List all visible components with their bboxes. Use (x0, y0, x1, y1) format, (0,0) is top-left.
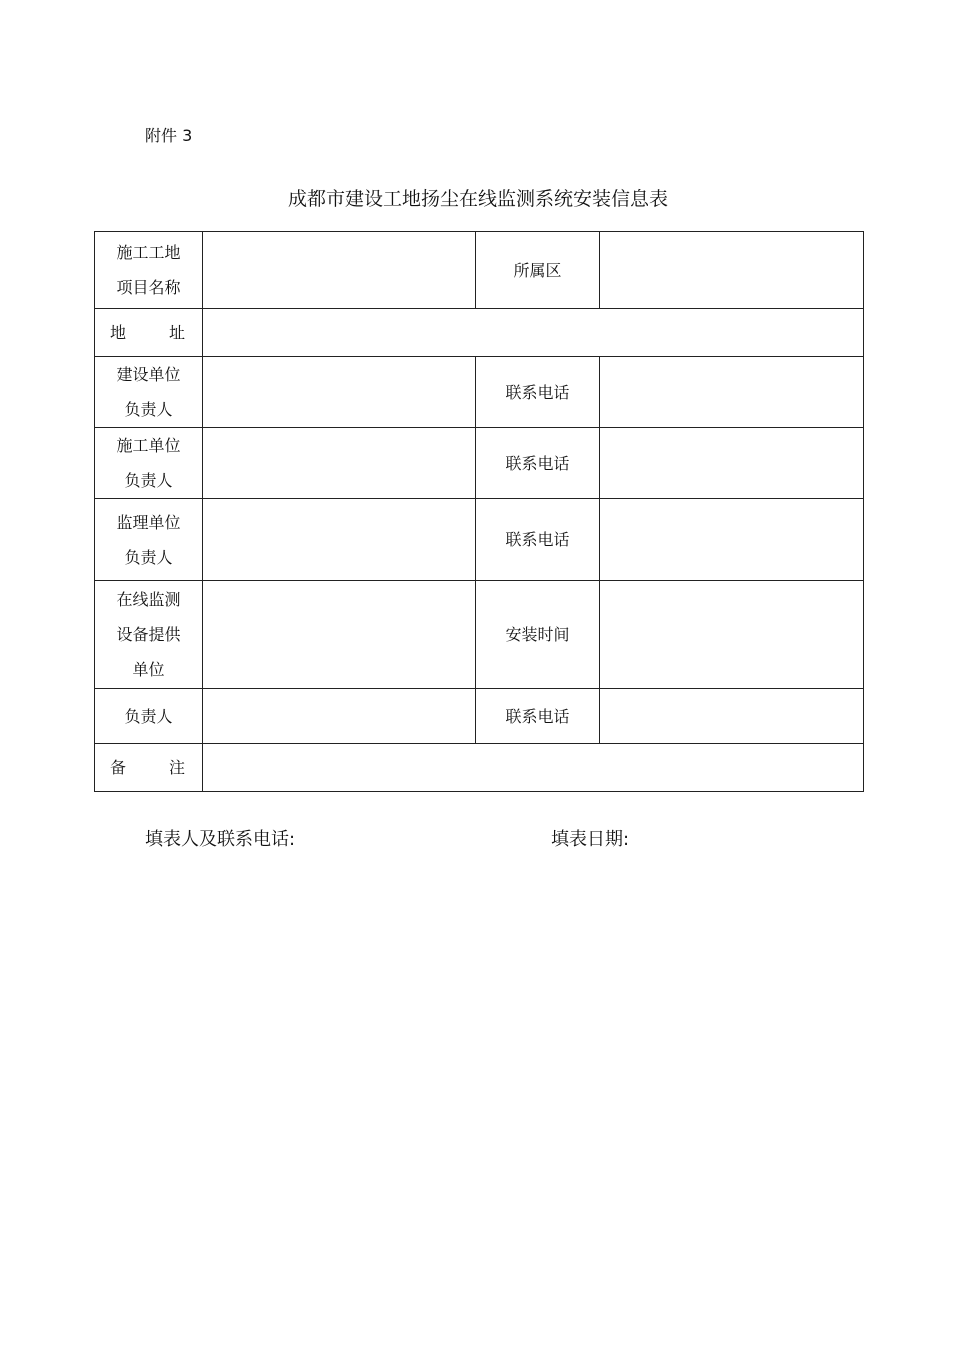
address-field[interactable] (203, 309, 864, 357)
supervisor-field[interactable] (203, 499, 476, 581)
district-label: 所属区 (476, 232, 600, 309)
installation-info-table (94, 231, 864, 792)
builder-label-line2: 负责人 (124, 400, 173, 419)
supervisor-phone-label: 联系电话 (476, 499, 600, 581)
contractor-label (95, 428, 203, 499)
builder-phone-field[interactable] (600, 357, 864, 428)
attachment-label: 附件 3 (145, 126, 193, 145)
builder-label-line1: 建设单位 (116, 365, 181, 384)
install-time-label: 安装时间 (476, 581, 600, 689)
builder-label (95, 357, 203, 428)
table-row (95, 581, 864, 689)
provider-label-line3: 单位 (132, 660, 165, 679)
fill-date-label: 填表日期: (551, 829, 630, 850)
supervisor-phone-field[interactable] (600, 499, 864, 581)
project-name-field[interactable] (203, 232, 476, 309)
builder-field[interactable] (203, 357, 476, 428)
provider-label (95, 581, 203, 689)
project-name-label (95, 232, 203, 309)
install-time-field[interactable] (600, 581, 864, 689)
contact-person-label: 负责人 (95, 689, 203, 744)
contractor-phone-field[interactable] (600, 428, 864, 499)
supervisor-label-line1: 监理单位 (116, 512, 181, 532)
table-row (95, 232, 864, 309)
provider-label-line1: 在线监测 (116, 590, 181, 609)
table-row (95, 689, 864, 744)
project-name-label-line2: 项目名称 (116, 278, 181, 297)
address-label (95, 309, 203, 357)
form-title: 成都市建设工地扬尘在线监测系统安装信息表 (287, 188, 668, 210)
address-label-text: 地 址 (110, 323, 185, 342)
contractor-field[interactable] (203, 428, 476, 499)
project-name-label-line1: 施工工地 (116, 243, 181, 262)
contact-person-field[interactable] (203, 689, 476, 744)
supervisor-label (95, 499, 203, 581)
contact-phone-label: 联系电话 (476, 689, 600, 744)
remarks-field[interactable] (203, 744, 864, 792)
remarks-label (95, 744, 203, 792)
contractor-label-line2: 负责人 (124, 471, 173, 490)
contact-phone-field[interactable] (600, 689, 864, 744)
table-row (95, 309, 864, 357)
table-row (95, 357, 864, 428)
filler-contact-label: 填表人及联系电话: (145, 829, 296, 850)
remarks-label-text: 备 注 (110, 758, 185, 777)
district-field[interactable] (600, 232, 864, 309)
table-row (95, 428, 864, 499)
builder-phone-label: 联系电话 (476, 357, 600, 428)
table-row (95, 744, 864, 792)
table-row (95, 499, 864, 581)
provider-label-line2: 设备提供 (116, 625, 181, 644)
contractor-label-line1: 施工单位 (116, 436, 181, 455)
contractor-phone-label: 联系电话 (476, 428, 600, 499)
provider-field[interactable] (203, 581, 476, 689)
supervisor-label-line2: 负责人 (124, 547, 173, 567)
